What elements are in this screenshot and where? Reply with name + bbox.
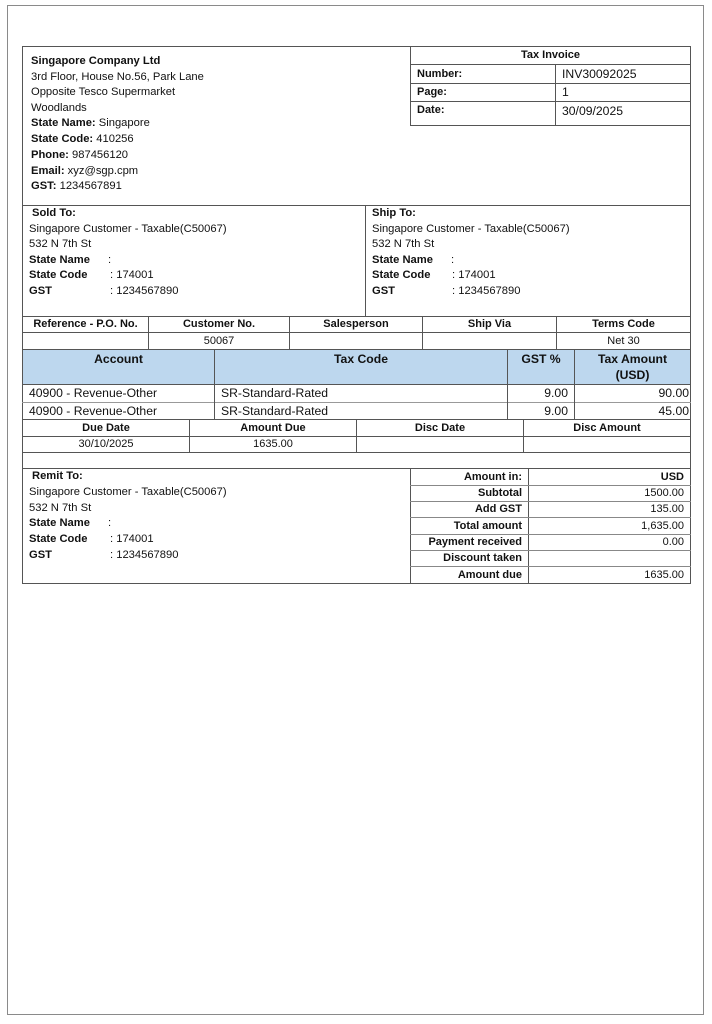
header-tax-code: Tax Code: [334, 352, 388, 366]
company-email: Email: xyz@sgp.cpm: [31, 164, 139, 177]
sold-to-state-name-value: :: [108, 253, 112, 266]
row-tax-amount: 45.00: [658, 404, 689, 418]
sold-to-state-code-value: : 174001: [110, 269, 154, 281]
remit-to-state-code-label: State Code: [29, 533, 88, 545]
summary-value-currency: USD: [660, 471, 684, 483]
summary-label-payment-received: Payment received: [428, 536, 522, 548]
company-name: Singapore Company Ltd: [31, 55, 161, 67]
sold-to-name: Singapore Customer - Taxable(C50067): [29, 222, 227, 235]
summary-value-add-gst: 135.00: [650, 503, 684, 515]
sold-to-title: Sold To:: [32, 207, 76, 219]
header-customer-no: Customer No.: [182, 318, 256, 330]
header-account: Account: [94, 352, 143, 366]
summary-value-payment-received: 0.00: [662, 536, 684, 548]
company-state-code: State Code: 410256: [31, 133, 134, 145]
row-tax-amount: 90.00: [658, 386, 689, 400]
due-date-value: 30/10/2025: [78, 438, 134, 450]
divider: [365, 205, 366, 316]
header-amount-due: Amount Due: [240, 422, 306, 434]
remit-to-state-name-value: :: [108, 517, 112, 529]
row-gst-pct: 9.00: [544, 404, 568, 418]
summary-label-total-amount: Total amount: [453, 520, 522, 532]
ship-to-title: Ship To:: [372, 207, 416, 219]
row-gst-pct: 9.00: [544, 386, 568, 400]
sold-to-gst-value: : 1234567890: [110, 285, 179, 297]
row-tax-code: SR-Standard-Rated: [221, 386, 329, 400]
header-ship-via: Ship Via: [467, 318, 512, 330]
remit-to-name: Singapore Customer - Taxable(C50067): [29, 486, 227, 498]
ship-to-state-code-label: State Code: [372, 269, 431, 281]
ship-to-address: 532 N 7th St: [372, 238, 435, 250]
remit-to-gst-value: : 1234567890: [110, 548, 179, 561]
row-account: 40900 - Revenue-Other: [29, 386, 158, 400]
header-reference-po: Reference - P.O. No.: [33, 318, 138, 330]
remit-to-gst-label: GST: [29, 548, 52, 561]
sold-to-gst-label: GST: [29, 285, 52, 297]
row-tax-code: SR-Standard-Rated: [221, 404, 329, 418]
divider: [22, 46, 691, 47]
invoice-number-label: Number:: [417, 68, 463, 80]
ship-to-gst-value: : 1234567890: [452, 285, 521, 297]
divider: [22, 46, 23, 584]
company-state-name: State Name: Singapore: [31, 117, 150, 129]
divider: [22, 205, 691, 206]
ship-to-state-name-label: State Name: [372, 253, 433, 266]
summary-label-discount-taken: Discount taken: [443, 552, 522, 564]
summary-label-amount-due: Amount due: [457, 569, 522, 581]
header-terms-code: Terms Code: [592, 318, 655, 330]
remit-to-address: 532 N 7th St: [29, 501, 92, 514]
header-disc-amount: Disc Amount: [573, 422, 641, 434]
summary-value-amount-due: 1635.00: [644, 569, 684, 581]
header-tax-amount: Tax Amount: [597, 352, 668, 366]
row-account: 40900 - Revenue-Other: [29, 404, 158, 418]
header-tax-amount-currency: (USD): [615, 368, 650, 382]
header-salesperson: Salesperson: [323, 318, 389, 330]
company-gst: GST: 1234567891: [31, 180, 122, 192]
invoice-number-value: INV30092025: [562, 67, 637, 81]
customer-no-value: 50067: [203, 335, 235, 347]
sold-to-address: 532 N 7th St: [29, 238, 92, 250]
terms-code-value: Net 30: [607, 335, 640, 347]
invoice-date-label: Date:: [417, 104, 445, 116]
divider: [22, 583, 691, 584]
company-address-line: Opposite Tesco Supermarket: [31, 86, 176, 98]
summary-label-subtotal: Subtotal: [478, 487, 522, 499]
invoice-page-value: 1: [562, 85, 569, 99]
ship-to-state-code-value: : 174001: [452, 269, 496, 281]
company-address-line: 3rd Floor, House No.56, Park Lane: [31, 70, 204, 83]
summary-label-amount-in: Amount in:: [463, 471, 522, 483]
invoice-page-label: Page:: [417, 86, 447, 98]
header-gst-pct: GST %: [521, 352, 561, 366]
ship-to-gst-label: GST: [372, 285, 395, 297]
summary-label-add-gst: Add GST: [474, 503, 522, 515]
header-disc-date: Disc Date: [414, 422, 466, 434]
header-due-date: Due Date: [82, 422, 130, 434]
divider: [690, 46, 691, 584]
company-address-line: Woodlands: [31, 101, 87, 114]
amount-due-value: 1635.00: [253, 438, 293, 450]
remit-to-title: Remit To:: [32, 470, 83, 482]
sold-to-state-code-label: State Code: [29, 269, 88, 281]
ship-to-state-name-value: :: [451, 253, 455, 266]
remit-to-state-code-value: : 174001: [110, 533, 154, 545]
invoice-title: Tax Invoice: [520, 49, 581, 61]
remit-to-state-name-label: State Name: [29, 517, 90, 529]
ship-to-name: Singapore Customer - Taxable(C50067): [372, 222, 570, 235]
sold-to-state-name-label: State Name: [29, 253, 90, 266]
summary-value-total-amount: 1,635.00: [641, 520, 684, 532]
company-phone: Phone: 987456120: [31, 149, 129, 161]
summary-value-subtotal: 1500.00: [644, 487, 684, 499]
invoice-date-value: 30/09/2025: [562, 104, 623, 118]
